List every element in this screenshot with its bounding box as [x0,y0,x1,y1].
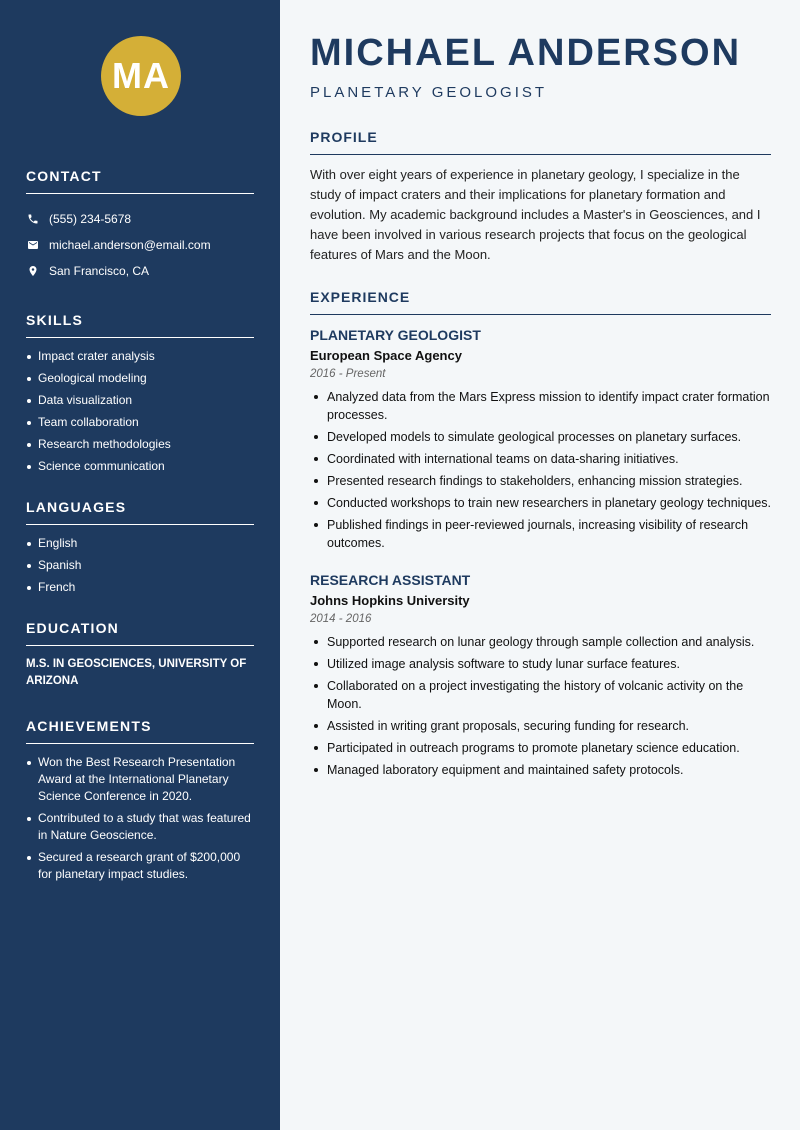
job-dates: 2014 - 2016 [310,613,372,625]
language-item: Spanish [26,557,254,574]
job-bullet: Developed models to simulate geological processes on planetary surfaces. [310,428,771,446]
job-company: Johns Hopkins University [310,593,470,608]
phone-text[interactable]: (555) 234-5678 [49,212,132,226]
education-degree: M.S. IN GEOSCIENCES, UNIVERSITY OF ARIZONA [26,658,247,687]
education-section [26,620,254,690]
email-text[interactable]: michael.anderson@email.com [49,238,211,252]
languages-list [26,535,254,596]
job-bullet: Conducted workshops to train new researchers in planetary geology techniques. [310,494,771,512]
experience-heading: EXPERIENCE [310,289,771,315]
skill-item: Impact crater analysis [26,348,254,365]
languages-section [26,499,254,596]
skill-item: Research methodologies [26,436,254,453]
language-item: English [26,535,254,552]
sidebar [0,0,280,1130]
contact-list [26,206,254,284]
skill-item: Data visualization [26,392,254,409]
job-title-headline: PLANETARY GEOLOGIST [310,84,548,101]
languages-heading: LANGUAGES [26,499,254,525]
language-item: French [26,579,254,596]
achievement-item: Won the Best Research Presentation Award at the International Planetary Science Conference in 2020. [26,754,254,805]
achievement-item: Secured a research grant of $200,000 for planetary impact studies. [26,849,254,883]
email-icon [26,238,40,252]
skills-heading: SKILLS [26,312,254,338]
job-bullet: Utilized image analysis software to study lunar surface features. [310,655,771,673]
contact-section [26,168,254,284]
phone-icon [26,212,40,226]
profile-section [310,129,771,265]
skill-item: Team collaboration [26,414,254,431]
job-title: RESEARCH ASSISTANT [310,572,471,588]
job-bullet: Analyzed data from the Mars Express mission to identify impact crater formation processes. [310,388,771,424]
achievements-section [26,718,254,883]
job-bullet: Published findings in peer-reviewed journals, increasing visibility of research outcomes. [310,516,771,552]
location-pin-icon [26,264,40,278]
contact-location [26,258,254,284]
job-entry [310,572,771,779]
achievements-list [26,754,254,883]
profile-text: With over eight years of experience in planetary geology, I specialize in the study of impact craters and their implications for planetary formation and evolution. My academic background includes a Master's in Geosciences, and I have been involved in various research projects that focus on the geological features of Mars and the Moon. [310,167,761,262]
contact-phone [26,206,254,232]
skills-section [26,312,254,475]
job-bullet: Assisted in writing grant proposals, securing funding for research. [310,717,771,735]
avatar: MA [101,36,181,116]
job-bullets [310,633,771,779]
location-text: San Francisco, CA [49,264,150,278]
job-bullet: Managed laboratory equipment and maintained safety protocols. [310,761,771,779]
skill-item: Science communication [26,458,254,475]
education-heading: EDUCATION [26,620,254,646]
job-bullet: Participated in outreach programs to promote planetary science education. [310,739,771,757]
achievement-item: Contributed to a study that was featured in Nature Geoscience. [26,810,254,844]
job-title: PLANETARY GEOLOGIST [310,327,481,343]
job-bullet: Supported research on lunar geology through sample collection and analysis. [310,633,771,651]
job-entry [310,327,771,552]
job-bullets [310,388,771,552]
job-company: European Space Agency [310,348,462,363]
skills-list [26,348,254,475]
skill-item: Geological modeling [26,370,254,387]
job-dates: 2016 - Present [310,368,386,380]
profile-heading: PROFILE [310,129,771,155]
experience-section [310,289,771,779]
job-bullet: Presented research findings to stakeholders, enhancing mission strategies. [310,472,771,490]
main-content [310,30,771,783]
contact-heading: CONTACT [26,168,254,194]
achievements-heading: ACHIEVEMENTS [26,718,254,744]
contact-email [26,232,254,258]
candidate-name: MICHAEL ANDERSON [310,32,742,74]
job-bullet: Coordinated with international teams on data-sharing initiatives. [310,450,771,468]
job-bullet: Collaborated on a project investigating the history of volcanic activity on the Moon. [310,677,771,713]
